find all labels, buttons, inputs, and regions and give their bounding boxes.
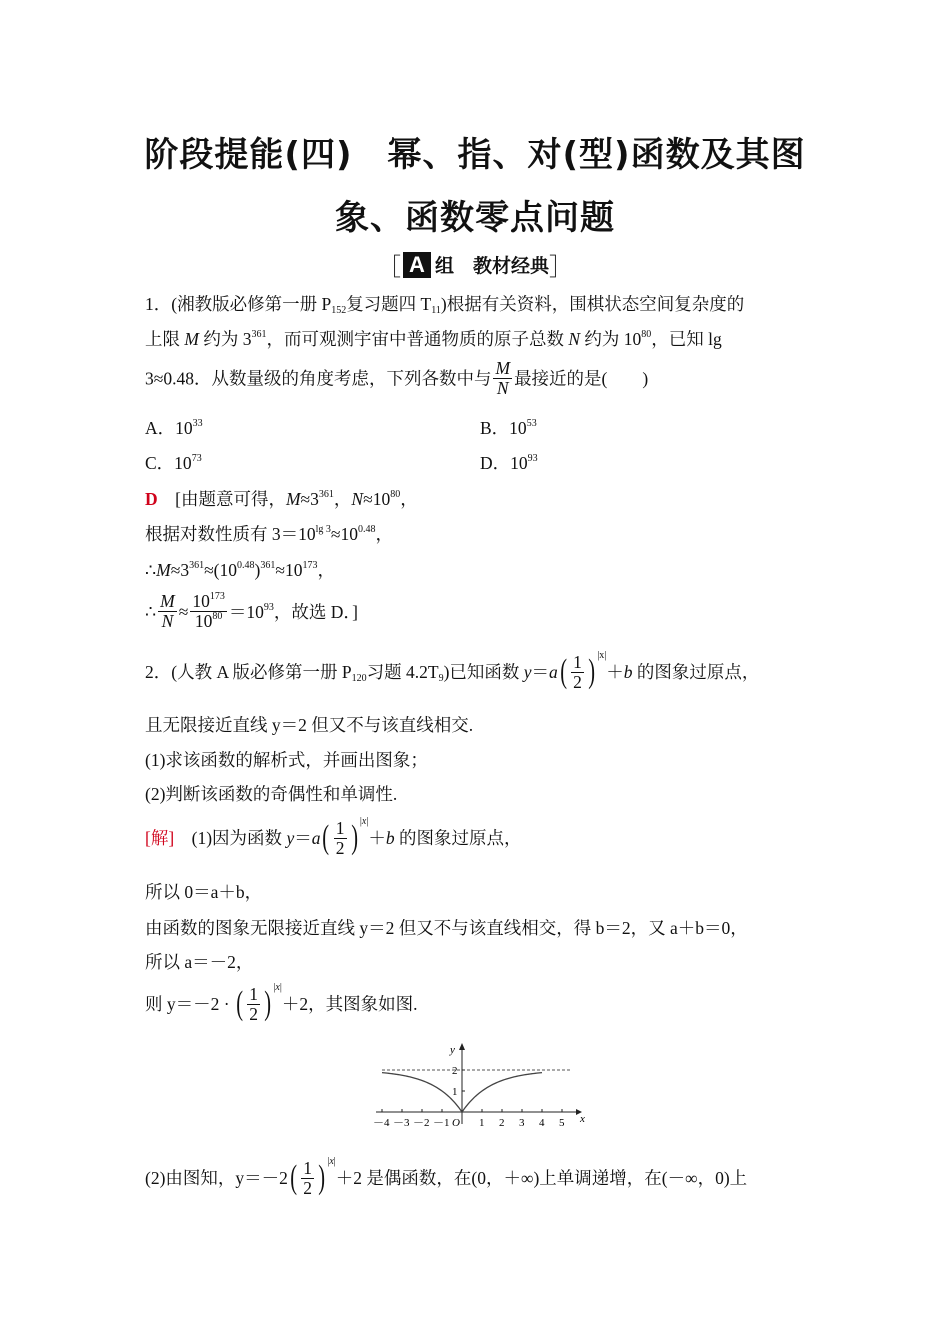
q2-part1: (1)求该函数的解析式，并画出图象；	[145, 750, 428, 770]
x-tick-label: －3	[393, 1117, 410, 1129]
q2-solution-line3: 由函数的图象无限接近直线 y＝2 但又不与该直线相交，得 b＝2，又 a＋b＝0，	[145, 918, 748, 938]
page-title-line1: 阶段提能(四) 幂、指、对(型)函数及其图	[144, 135, 806, 175]
y-axis-arrow	[459, 1043, 465, 1050]
page-title-line2: 象、函数零点问题	[335, 198, 615, 238]
group-letter-badge: A	[403, 252, 431, 278]
x-tick-label: －1	[433, 1117, 450, 1129]
x-tick-label: 2	[499, 1117, 505, 1129]
option-b: B．$10^{53}$	[480, 418, 537, 438]
origin-label: O	[452, 1117, 460, 1129]
q2-line1: 2．(人教 A 版必修第一册 $P_{120}$习题 $4.2T_9$)已知函数 y＝a( $\frac{1}{2}$ ) $^{|x|}$＋b 的图象过原点，	[145, 650, 760, 692]
option-d: D．$10^{93}$	[480, 453, 538, 473]
q1-line1: 1．(湘教版必修第一册 $P_{152}$复习题四 $T_{11}$)根据有关资料，围棋状态空间复杂度的	[145, 294, 745, 316]
q1-solution-line1: D [由题意可得，$M\approx 3^{361}$，$N\approx 10^{80}$，	[145, 489, 418, 509]
group-header	[0, 247, 950, 282]
curve-right	[462, 1073, 542, 1112]
q1-solution-line4: ∴ $\frac{M}{N}$ ≈ $\frac{10^{173}}{10^{80}}$ $=10^{93}$，故选 D．]	[145, 591, 358, 631]
bracket-close: ］	[548, 253, 573, 281]
y-tick-label: 1	[452, 1086, 458, 1098]
q1-line2: 上限 M 约为 $3^{361}$，而可观测宇宙中普通物质的原子总数 N 约为 $10^{80}$，已知 lg	[145, 329, 722, 349]
x-tick-label: －2	[413, 1117, 430, 1129]
function-graph	[370, 1040, 590, 1140]
solution-tag: [解]	[145, 828, 175, 848]
y-tick-label: 2	[452, 1065, 458, 1077]
q2-line2: 且无限接近直线 y＝2 但又不与该直线相交.	[145, 715, 474, 735]
q2-solution-line1: [解] (1)因为函数 y＝a( $\frac{1}{2}$ ) $^{|x|}$＋b 的图象过原点，	[145, 816, 522, 858]
x-tick-label: 3	[519, 1117, 525, 1129]
option-a: A．$10^{33}$	[145, 418, 203, 438]
q1-solution-line3: $\therefore M\approx 3^{361}\approx(10^{0.48})^{361}\approx 10^{173}$，	[145, 560, 335, 580]
curve-left	[382, 1073, 462, 1112]
y-axis-label: y	[450, 1044, 455, 1056]
x-tick-label: 1	[479, 1117, 485, 1129]
q2-solution-line5: 则 y＝－2 · ( $\frac{1}{2}$ ) $^{|x|}$＋2，其图象如图.	[145, 982, 418, 1024]
x-tick-label: 5	[559, 1117, 565, 1129]
bracket-open: ［	[377, 253, 402, 281]
answer-letter: D	[145, 489, 158, 509]
q1-solution-line2: 根据对数性质有 $3=10^{lg 3}\approx 10^{0.48}$，	[145, 524, 394, 544]
option-c: C．$10^{73}$	[145, 453, 202, 473]
x-tick-label: －4	[373, 1117, 390, 1129]
x-tick-label: 4	[539, 1117, 545, 1129]
x-axis-label: x	[580, 1113, 585, 1125]
q1-line3: 3≈0.48．从数量级的角度考虑，下列各数中与 $\frac{M}{N}$ 最接近的是( )	[145, 358, 649, 398]
q2-solution-line4: 所以 a＝－2，	[145, 952, 254, 972]
group-title: 组 教材经典	[434, 255, 549, 277]
q2-solution-line2: 所以 0＝a＋b，	[145, 882, 263, 902]
fraction-m-over-n: $\frac{M}{N}$	[495, 358, 511, 398]
q2-part2: (2)判断该函数的奇偶性和单调性.	[145, 784, 398, 804]
q2-solution-line6: (2)由图知，y＝－2( $\frac{1}{2}$ ) $^{|x|}$＋2 是偶函数，在(0，＋∞)上单调递增，在(－∞，0)上	[145, 1156, 748, 1198]
